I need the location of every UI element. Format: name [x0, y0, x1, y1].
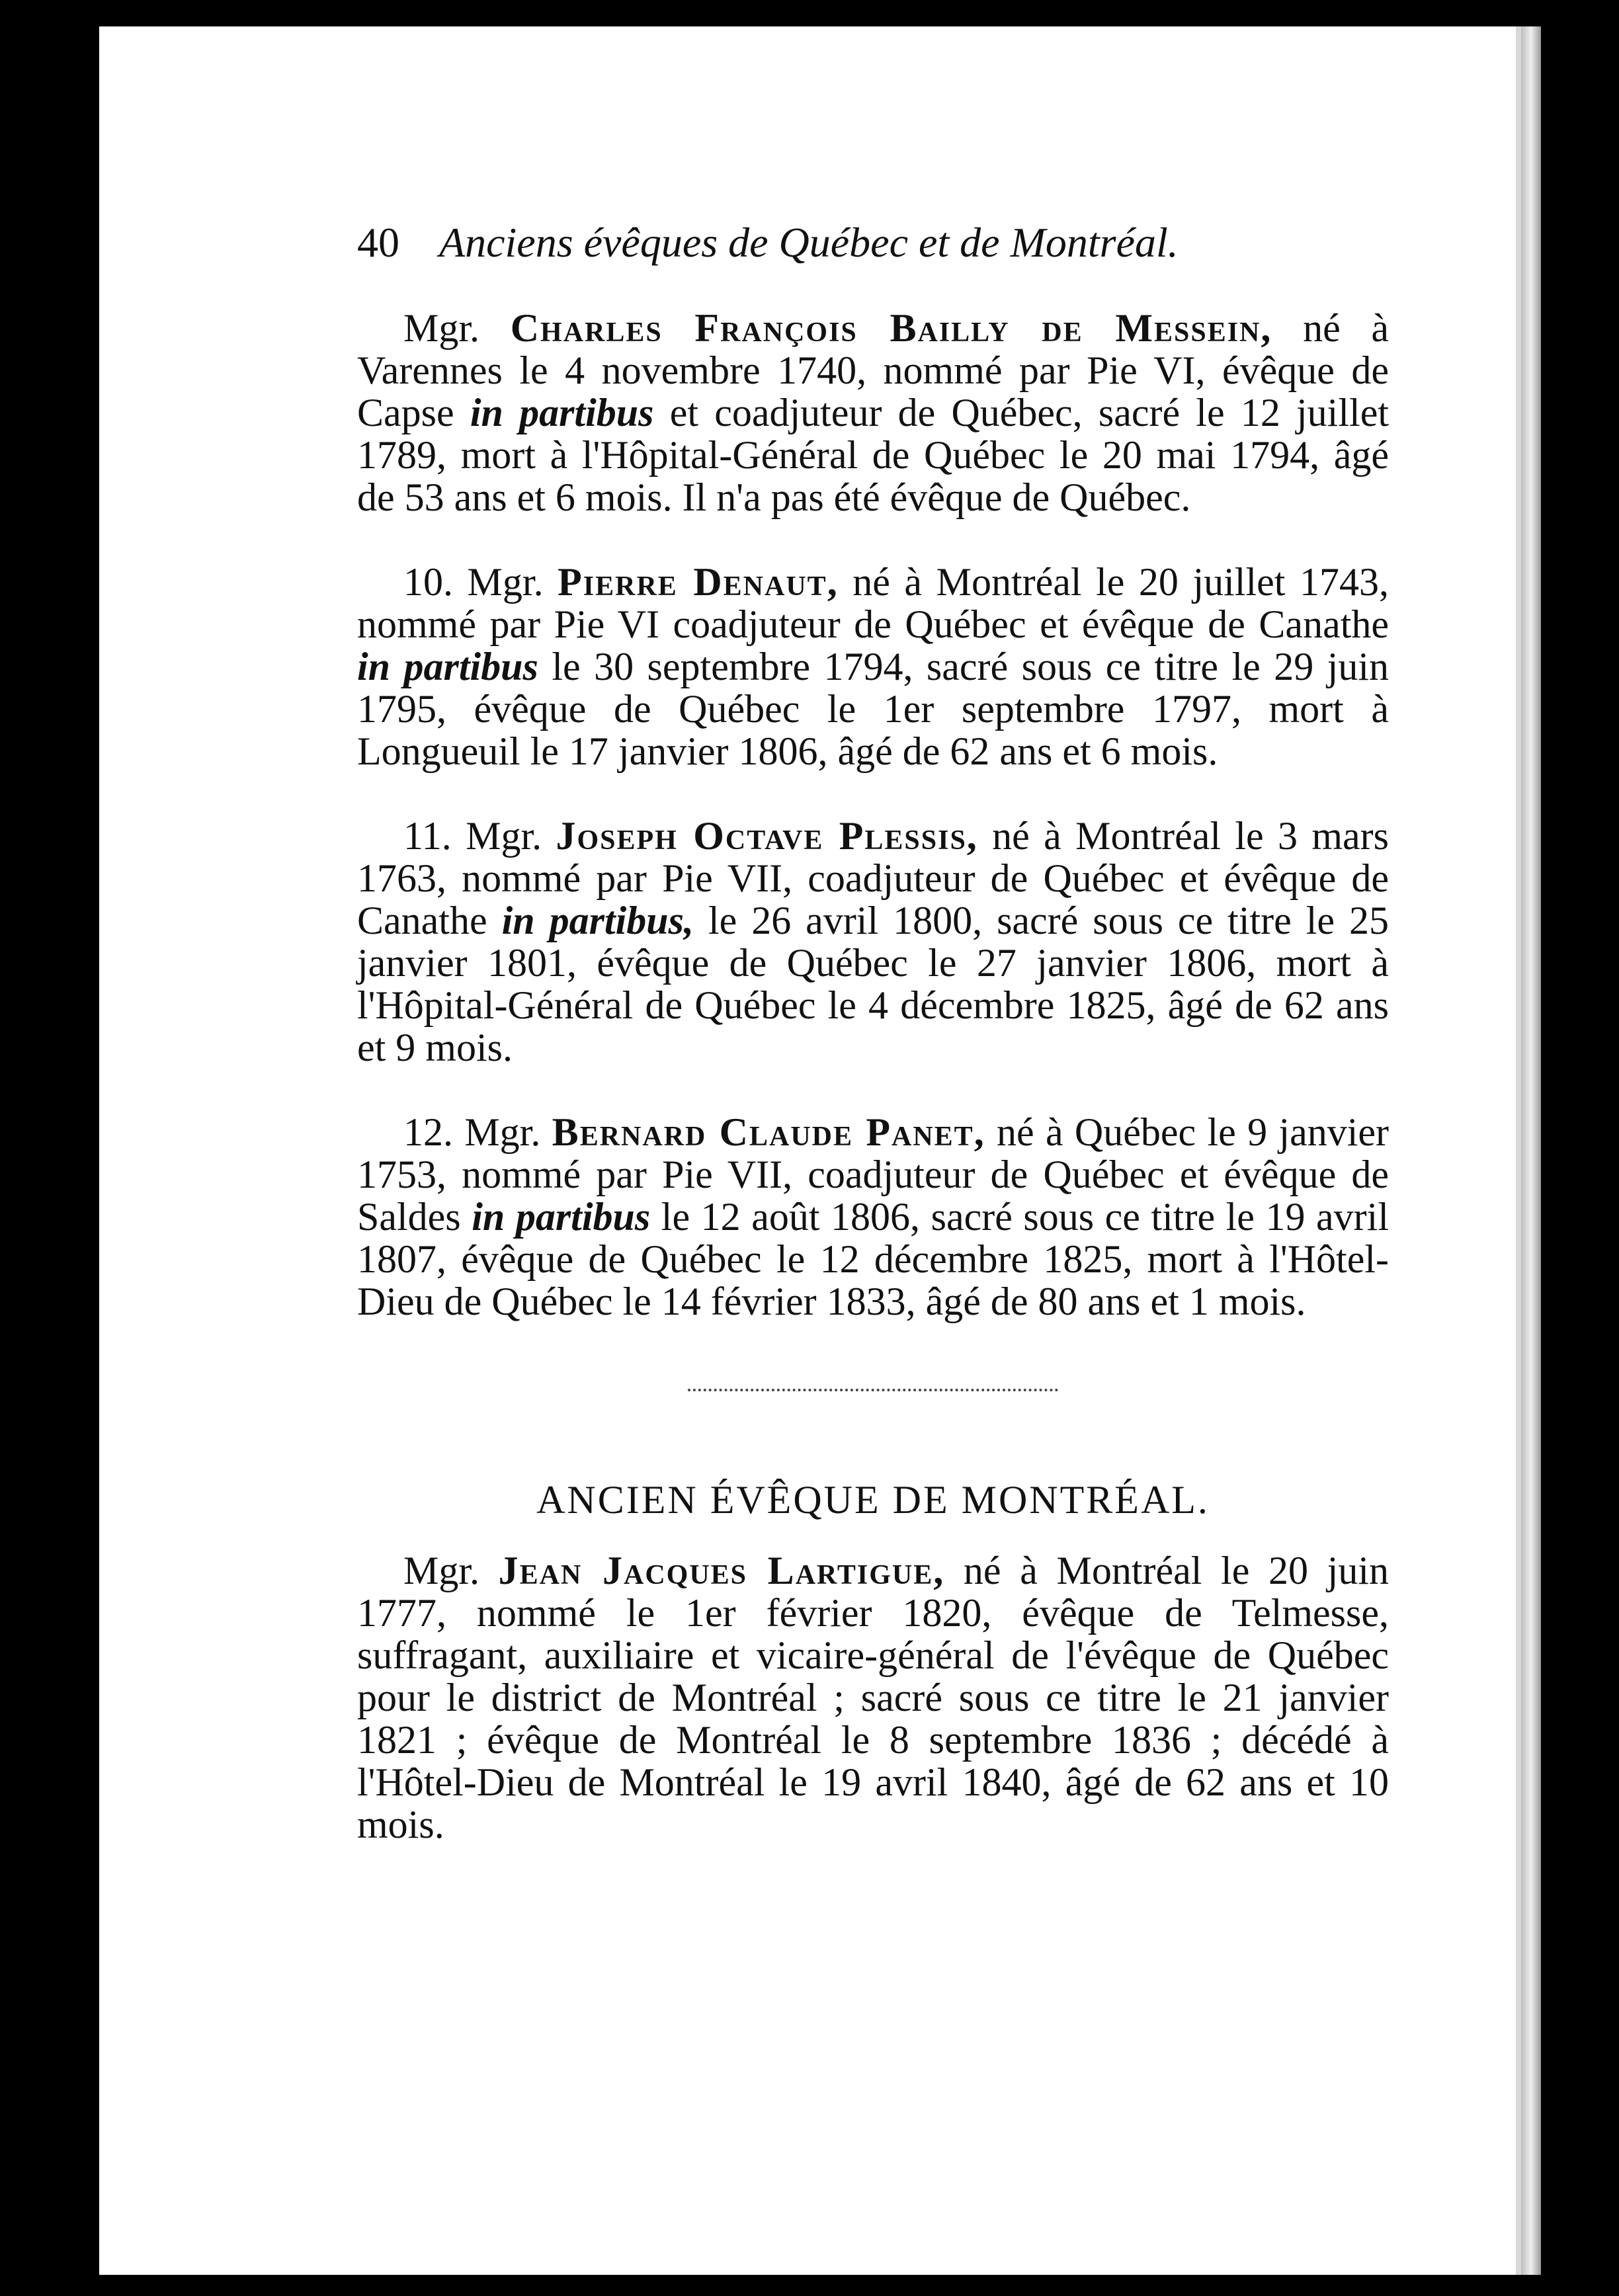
entry-text: le 26 avril 1800, sacré sous ce titre le 25 janvier 1801, évêque de Québec le 27 janvier 1806, mort à l'Hôpital-Général de Québec le 4 décembre 1825, âgé de 62 ans et 9 mois. — [357, 899, 1390, 1069]
entry-bailly — [357, 307, 1389, 518]
scan-right-margin — [1541, 26, 1619, 2275]
entry-text: et coadjuteur de Québec, sacré le 12 juillet 1789, mort à l'Hôpital-Général de Québec le 20 mai 1794, âgé de 53 ans et 6 mois. Il n'a pas été évêque de Québec. — [357, 391, 1389, 519]
entry-panet — [357, 1111, 1389, 1323]
entry-italic: in partibus — [357, 645, 538, 688]
entry-name: Jean Jacques Lartigue, — [498, 1549, 945, 1592]
entry-name: Joseph Octave Plessis, — [556, 814, 978, 858]
entry-name: Pierre Denaut, — [558, 560, 839, 604]
entry-text: né à Montréal le 20 juillet 1743, nommé par Pie VI coadjuteur de Québec et évêque de Canathe — [357, 560, 1389, 646]
entry-italic: in partibus — [470, 391, 654, 434]
entry-text: né à Québec le 9 janvier 1753, nommé par Pie VII, coadjuteur de Québec et évêque de Saldes — [357, 1110, 1389, 1239]
entry-prefix: 10. Mgr. — [403, 560, 558, 604]
section-divider — [688, 1389, 1058, 1398]
entry-name: Bernard Claude Panet, — [552, 1110, 985, 1154]
running-title: Anciens évêques de Québec et de Montréal. — [439, 219, 1179, 266]
entry-prefix: Mgr. — [403, 1549, 499, 1592]
text-block — [357, 218, 1389, 1888]
entry-plessis — [357, 815, 1389, 1069]
section-title: ANCIEN ÉVÊQUE DE MONTRÉAL. — [536, 1478, 1210, 1522]
page-number: 40 — [357, 219, 399, 266]
entry-italic: in partibus, — [501, 899, 694, 942]
running-head — [357, 218, 1389, 267]
entry-italic: in partibus — [472, 1195, 651, 1239]
entry-text: né à Montréal le 20 juin 1777, nommé le 1er février 1820, évêque de Telmesse, suffragant, auxiliaire et vicaire-général de l'évêque de Québec pour le district de Montréal ; sacré sous ce titre le 21 janvier 1821 ; évêque de Montréal le 8 septembre 1836 ; décédé à l'Hôtel-Dieu de Montréal le 19 avril 1840, âgé de 62 ans et 10 mois. — [357, 1549, 1389, 1846]
page-edge — [1521, 26, 1541, 2275]
entry-lartigue — [357, 1549, 1389, 1846]
entry-prefix: Mgr. — [403, 306, 511, 350]
entry-text: le 30 septembre 1794, sacré sous ce titre le 29 juin 1795, évêque de Québec le 1er septembre 1797, mort à Longueuil le 17 janvier 1806, âgé de 62 ans et 6 mois. — [357, 645, 1389, 773]
entry-text: le 12 août 1806, sacré sous ce titre le 19 avril 1807, évêque de Québec le 12 décembre 1825, mort à l'Hôtel-Dieu de Québec le 14 février 1833, âgé de 80 ans et 1 mois. — [357, 1195, 1390, 1323]
entry-text: né à Varennes le 4 novembre 1740, nommé par Pie VI, évêque de Capse — [357, 306, 1389, 434]
entry-prefix: 11. Mgr. — [403, 814, 556, 858]
entry-text: né à Montréal le 3 mars 1763, nommé par Pie VII, coadjuteur de Québec et évêque de Canathe — [357, 814, 1390, 942]
entry-name: Charles François Bailly de Messein, — [510, 306, 1272, 350]
entry-denaut — [357, 561, 1389, 772]
scan-left-margin — [0, 0, 99, 2296]
entry-prefix: 12. Mgr. — [403, 1110, 552, 1154]
